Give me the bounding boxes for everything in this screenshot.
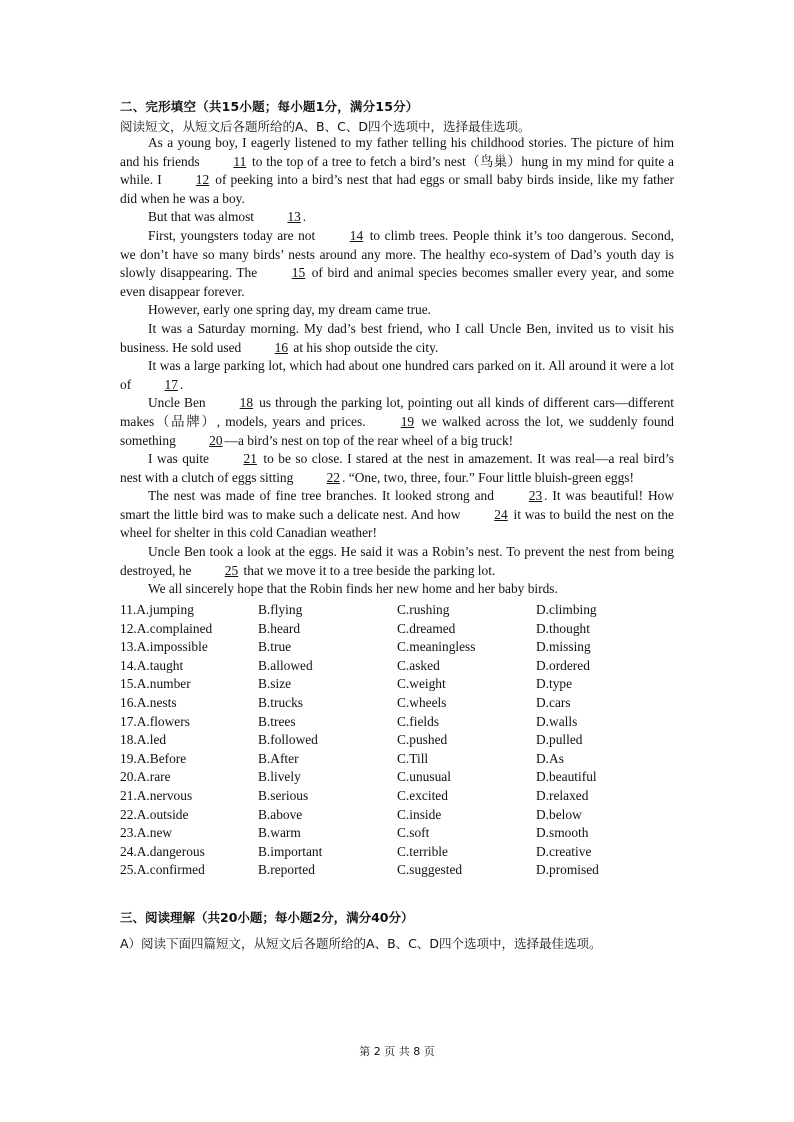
option-row [120,806,656,825]
blank-17: 17 [164,376,178,392]
option-c: C.pushed [397,732,448,748]
blank-11: 11 [233,153,247,169]
text: that we move it to a tree beside the parking lot. [243,562,496,578]
text: . It was beautiful! How smart the little bird was to make such a delicate nest. And how [120,488,674,522]
option-a: 23.A.new [120,825,173,841]
text: to be so close. I stared at the nest in amazement. It was real—a real bird’s nest with a clutch of eggs sitting [120,451,674,485]
option-a: 12.A.complained [120,620,213,636]
option-a: 16.A.nests [120,694,177,710]
option-b: B.reported [258,862,315,878]
option-b: B.After [258,750,299,766]
blank-15: 15 [291,265,306,281]
option-c: C.excited [397,787,448,803]
option-a: 25.A.confirmed [120,862,205,878]
section-2-heading: 二、完形填空（共15小题；每小题1分，满分15分） [120,99,419,114]
option-d: D.walls [536,713,578,729]
option-c: C.wheels [397,694,447,710]
option-row [120,731,656,750]
page-footer: 第 2 页 共 8 页 [359,1045,435,1058]
option-row [120,843,656,862]
text: It was a large parking lot, which had about one hundred cars parked on it. All around it were a lot of [120,358,674,392]
section-2-instruction: 阅读短文，从短文后各题所给的A、B、C、D四个选项中，选择最佳选项。 [120,119,531,134]
option-row [120,675,656,694]
option-c: C.unusual [397,769,451,785]
option-b: B.trucks [258,694,304,710]
option-b: B.flying [258,602,303,617]
option-d: D.climbing [536,602,597,617]
option-row [120,713,656,732]
option-d: D.type [536,676,573,692]
paragraph-10 [120,543,674,580]
option-c: C.asked [397,657,440,673]
option-a: 17.A.flowers [120,713,190,729]
option-b: B.warm [258,825,301,841]
option-b: B.size [258,676,292,692]
blank-16: 16 [274,339,289,355]
blank-23: 23 [528,488,543,504]
text: . [302,209,307,225]
text: . [179,376,184,392]
blank-24: 24 [494,506,508,522]
option-row [120,620,656,639]
text: we walked across the lot, we suddenly found something [120,413,674,448]
paragraph-2 [120,208,674,227]
text: But that was almost [148,209,255,225]
text: We all sincerely hope that the Robin finds her new home and her baby birds. [148,581,558,597]
option-b: B.heard [258,620,301,636]
paragraph-11 [120,580,674,599]
blank-18: 18 [239,395,254,411]
text: of peeking into a bird’s nest that had eggs or small baby birds inside, like my father did when he was a boy. [120,172,674,206]
option-a: 21.A.nervous [120,787,193,803]
blank-19: 19 [400,413,415,429]
option-a: 24.A.dangerous [120,843,205,859]
text: to the top of a tree to fetch a bird’s nest（鸟巢）hung in my mind for quite a while. I [120,153,674,188]
option-a: 18.A.led [120,732,167,748]
paragraph-5 [120,320,674,357]
options-table [120,601,656,880]
option-d: D.smooth [536,825,589,841]
option-b: B.serious [258,787,309,803]
option-a: 20.A.rare [120,769,171,785]
option-c: C.inside [397,806,442,822]
paragraph-3 [120,227,674,301]
paragraph-8 [120,450,674,487]
section-3-heading: 三、阅读理解（共20小题；每小题2分，满分40分） [120,910,414,925]
option-b: B.true [258,639,292,655]
text: to climb trees. People think it’s too dangerous. Second, we don’t have so many birds’ nests around any more. The healthy eco-system of Dad’s youth day is slowly disappearing. The [120,227,675,281]
text: it was to build the nest on the wheel for shelter in this cold Canadian weather! [120,506,674,541]
blank-12: 12 [195,172,210,188]
blank-21: 21 [243,451,257,467]
option-d: D.cars [536,694,571,710]
blank-14: 14 [349,227,364,243]
text: It was a Saturday morning. My dad’s best friend, who I call Uncle Ben, invited us to visit his business. He sold used [120,320,674,355]
paragraph-4 [120,301,674,320]
option-d: D.relaxed [536,787,589,803]
option-row [120,750,656,769]
option-d: D.below [536,806,582,822]
text: The nest was made of fine tree branches. It looked strong and [148,488,494,504]
option-c: C.fields [397,713,440,729]
option-d: D.pulled [536,732,583,748]
cloze-passage [120,134,674,599]
paragraph-6 [120,357,674,394]
option-b: B.above [258,806,303,822]
option-d: D.thought [536,620,590,636]
option-b: B.followed [258,732,318,748]
option-c: C.weight [397,676,446,692]
option-a: 15.A.number [120,676,191,692]
option-b: B.lively [258,769,301,785]
option-d: D.ordered [536,657,590,673]
blank-25: 25 [224,562,239,578]
option-b: B.trees [258,713,296,729]
paragraph-1 [120,134,674,208]
option-d: D.As [536,750,564,766]
text: I was quite [148,451,210,467]
option-a: 19.A.Before [120,750,187,766]
option-row [120,824,656,843]
option-d: D.beautiful [536,769,597,785]
option-a: 11.A.jumping [120,602,194,617]
option-c: C.dreamed [397,620,456,636]
option-row [120,768,656,787]
paragraph-9 [120,487,674,543]
option-row [120,694,656,713]
option-d: D.promised [536,862,599,878]
option-c: C.terrible [397,843,448,859]
option-row [120,601,656,620]
text: —a bird’s nest on top of the rear wheel of a big truck! [224,432,514,448]
option-row [120,861,656,880]
option-row [120,787,656,806]
option-row [120,657,656,676]
option-a: 13.A.impossible [120,639,208,655]
option-c: C.rushing [397,602,450,617]
option-c: C.suggested [397,862,463,878]
text: Uncle Ben took a look at the eggs. He said it was a Robin’s nest. To prevent the nest from being destroyed, he [120,544,674,578]
option-c: C.meaningless [397,639,476,655]
text: of bird and animal species becomes smaller every year, and some even disappear forever. [120,265,675,299]
option-d: D.missing [536,639,591,655]
text: Uncle Ben [148,395,206,411]
option-c: C.soft [397,825,430,841]
text: at his shop outside the city. [293,339,439,355]
text: First, youngsters today are not [148,227,316,243]
text: us through the parking lot, pointing out all kinds of different cars—different makes（品牌）, models, years and prices. [120,395,675,429]
section-3-instruction: A）阅读下面四篇短文，从短文后各题所给的A、B、C、D四个选项中，选择最佳选项。 [120,936,602,951]
text: However, early one spring day, my dream came true. [148,302,432,318]
text: . “One, two, three, four.” Four little bluish-green eggs! [342,469,634,485]
option-c: C.Till [397,750,429,766]
blank-22: 22 [326,469,341,485]
paragraph-7 [120,394,674,450]
text: As a young boy, I eagerly listened to my father telling his childhood stories. The picture of him and his friends [120,135,674,169]
blank-13: 13 [287,209,301,225]
option-b: B.important [258,843,323,859]
option-row [120,638,656,657]
blank-20: 20 [209,432,223,448]
option-b: B.allowed [258,657,313,673]
option-d: D.creative [536,843,592,859]
option-a: 22.A.outside [120,806,189,822]
option-a: 14.A.taught [120,657,184,673]
